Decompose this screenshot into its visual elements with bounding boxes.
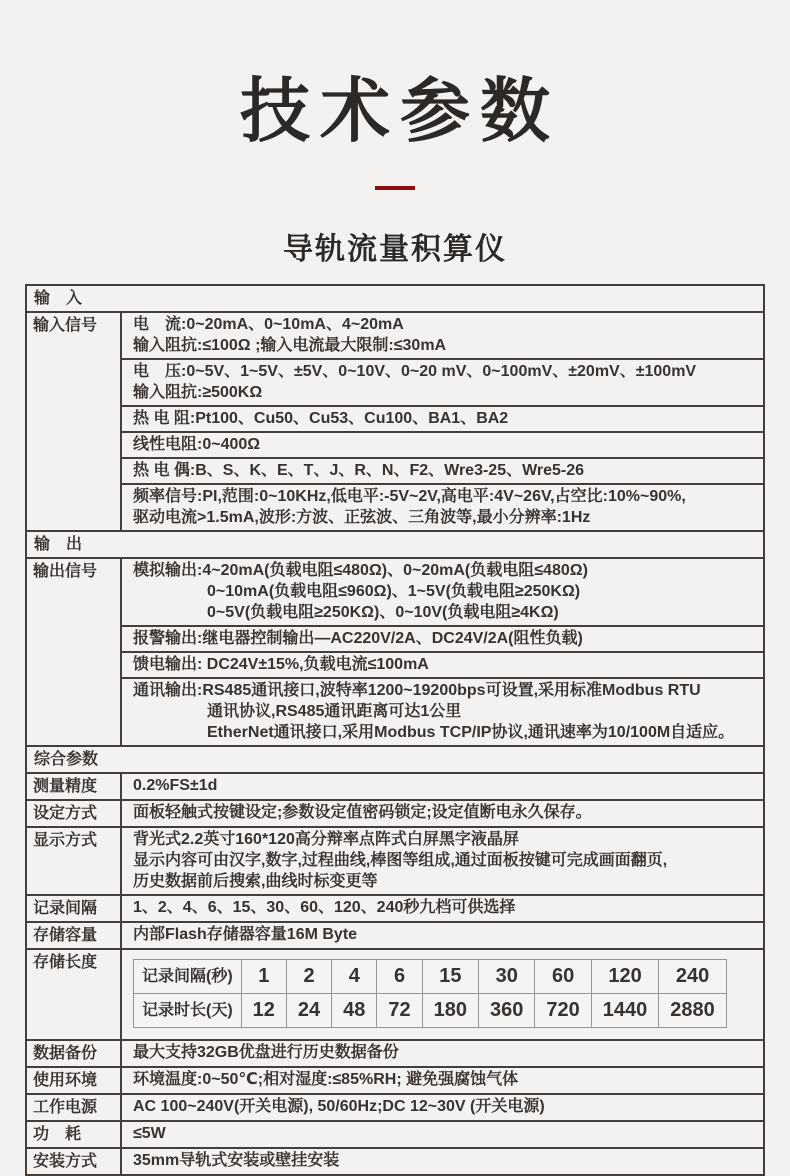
storage-cell: 720 <box>535 994 591 1028</box>
row-content <box>122 828 763 894</box>
row-label-text: 设定方式 <box>33 805 98 822</box>
row-content <box>122 1122 763 1147</box>
spec-line: 模拟输出:4~20mA(负载电阻≤480Ω)、0~20mA(负载电阻≤480Ω) <box>133 562 588 579</box>
spec-line: 频率信号:PI,范围:0~10KHz,低电平:-5V~2V,高电平:4V~26V,占空比:10%~90%, <box>133 488 686 505</box>
section-row <box>27 286 763 311</box>
spec-line: 通讯协议,RS485通讯距离可达1公里 <box>207 703 462 720</box>
spec-subrow <box>122 625 763 651</box>
spec-line: ≤5W <box>133 1125 166 1142</box>
storage-cell: 12 <box>241 994 286 1028</box>
storage-cell: 2880 <box>659 994 727 1028</box>
spec-line: 报警输出:继电器控制输出—AC220V/2A、DC24V/2A(阻性负载) <box>133 630 583 647</box>
spec-row <box>27 799 763 826</box>
row-label <box>27 801 122 826</box>
storage-cell: 120 <box>591 960 659 994</box>
row-label <box>27 1041 122 1066</box>
row-label-text: 存储容量 <box>33 927 98 944</box>
spec-row <box>27 921 763 948</box>
row-label-text: 使用环境 <box>33 1072 98 1089</box>
storage-cell: 60 <box>535 960 591 994</box>
spec-line: 0~5V(负载电阻≥250KΩ)、0~10V(负载电阻≥4KΩ) <box>207 604 559 621</box>
spec-line: 0.2%FS±1d <box>133 777 218 794</box>
storage-cell: 1440 <box>591 994 659 1028</box>
title-accent-line <box>375 186 415 190</box>
page-title: 技术参数 <box>240 72 560 150</box>
section-row <box>27 745 763 772</box>
spec-line: 内部Flash存储器容量16M Byte <box>133 926 358 943</box>
spec-row <box>27 557 763 745</box>
spec-line: 0~10mA(负载电阻≤960Ω)、1~5V(负载电阻≥250KΩ) <box>207 583 581 600</box>
storage-cell: 48 <box>332 994 377 1028</box>
spec-line: 热 电 阻:Pt100、Cu50、Cu53、Cu100、BA1、BA2 <box>133 410 509 427</box>
storage-cell: 72 <box>377 994 422 1028</box>
storage-cell: 4 <box>332 960 377 994</box>
section-label: 综合参数 <box>34 751 99 768</box>
row-content <box>122 801 763 826</box>
row-label <box>27 1095 122 1120</box>
row-content <box>122 923 763 948</box>
spec-subrow <box>122 774 763 798</box>
row-content <box>122 1041 763 1066</box>
spec-subrow <box>122 1122 763 1146</box>
row-label <box>27 774 122 799</box>
storage-cell: 2 <box>286 960 331 994</box>
row-label <box>27 828 122 894</box>
row-content <box>122 1068 763 1093</box>
spec-subrow <box>122 1041 763 1065</box>
row-label-text: 安装方式 <box>33 1153 98 1170</box>
spec-line: 面板轻触式按键设定;参数设定值密码锁定;设定值断电永久保存。 <box>133 804 592 821</box>
row-label-text: 数据备份 <box>33 1045 98 1062</box>
spec-row <box>27 1093 763 1120</box>
storage-length-table <box>133 959 727 1028</box>
row-label-text: 显示方式 <box>33 832 98 849</box>
spec-line: 历史数据前后搜索,曲线时标变更等 <box>133 873 378 890</box>
spec-subrow <box>122 313 763 358</box>
spec-line: 电 流:0~20mA、0~10mA、4~20mA <box>133 316 404 333</box>
row-label-text: 输出信号 <box>33 563 98 580</box>
row-label-text: 记录间隔 <box>33 900 98 917</box>
row-content <box>122 1149 763 1174</box>
storage-cell: 360 <box>479 994 535 1028</box>
spec-subrow <box>122 1068 763 1092</box>
row-label <box>27 559 122 745</box>
row-label-text: 工作电源 <box>33 1099 98 1116</box>
spec-row <box>27 311 763 530</box>
spec-line: 显示内容可由汉字,数字,过程曲线,棒图等组成,通过面板按键可完成画面翻页, <box>133 852 668 869</box>
row-label <box>27 923 122 948</box>
storage-row-header: 记录间隔(秒) <box>134 960 242 994</box>
spec-row <box>27 772 763 799</box>
row-content <box>122 1095 763 1120</box>
spec-line: 电 压:0~5V、1~5V、±5V、0~10V、0~20 mV、0~100mV、±20mV、±100mV <box>133 363 697 380</box>
product-subtitle: 导轨流量积算仪 <box>283 233 507 266</box>
spec-subrow <box>122 431 763 457</box>
spec-line: AC 100~240V(开关电源), 50/60Hz;DC 12~30V (开关电源) <box>133 1098 545 1115</box>
row-content <box>122 559 763 745</box>
section-label: 输 入 <box>34 290 83 307</box>
row-label-text: 输入信号 <box>33 317 98 334</box>
storage-cell: 180 <box>422 994 478 1028</box>
row-label-text: 功 耗 <box>33 1126 82 1143</box>
spec-line: 通讯输出:RS485通讯接口,波特率1200~19200bps可设置,采用标准Modbus RTU <box>133 682 701 699</box>
spec-subrow <box>122 405 763 431</box>
row-content <box>122 774 763 799</box>
row-content <box>122 896 763 921</box>
spec-subrow <box>122 1095 763 1119</box>
spec-line: 最大支持32GB优盘进行历史数据备份 <box>133 1044 399 1061</box>
spec-table <box>25 284 765 1176</box>
spec-line: 驱动电流>1.5mA,波形:方波、正弦波、三角波等,最小分辨率:1Hz <box>133 509 591 526</box>
spec-line: 热 电 偶:B、S、K、E、T、J、R、N、F2、Wre3-25、Wre5-26 <box>133 462 585 479</box>
spec-row <box>27 826 763 894</box>
row-label-text: 存储长度 <box>33 954 98 971</box>
row-label <box>27 313 122 530</box>
storage-cell: 1 <box>241 960 286 994</box>
row-label <box>27 896 122 921</box>
spec-subrow <box>122 457 763 483</box>
page-header <box>0 0 790 266</box>
storage-duration-row <box>134 994 727 1028</box>
spec-line: EtherNet通讯接口,采用Modbus TCP/IP协议,通讯速率为10/100M自适应。 <box>207 724 735 741</box>
spec-row <box>27 1120 763 1147</box>
row-label-text: 测量精度 <box>33 778 98 795</box>
spec-line: 环境温度:0~50℃;相对湿度:≤85%RH; 避免强腐蚀气体 <box>133 1071 519 1088</box>
section-row <box>27 530 763 557</box>
spec-subrow <box>122 923 763 947</box>
storage-cell: 24 <box>286 994 331 1028</box>
spec-subrow <box>122 651 763 677</box>
spec-row <box>27 1147 763 1174</box>
spec-line: 35mm导轨式安装或壁挂安装 <box>133 1152 340 1169</box>
spec-row <box>27 1039 763 1066</box>
spec-subrow <box>122 358 763 405</box>
row-label <box>27 1122 122 1147</box>
spec-line: 1、2、4、6、15、30、60、120、240秒九档可供选择 <box>133 899 516 916</box>
spec-subrow <box>122 828 763 894</box>
spec-subrow <box>122 1149 763 1173</box>
storage-cell: 15 <box>422 960 478 994</box>
spec-line: 线性电阻:0~400Ω <box>133 436 261 453</box>
spec-subrow <box>122 677 763 745</box>
row-label <box>27 1149 122 1174</box>
spec-line: 背光式2.2英寸160*120高分辩率点阵式白屏黑字液晶屏 <box>133 831 519 848</box>
storage-interval-row <box>134 960 727 994</box>
storage-cell: 6 <box>377 960 422 994</box>
spec-row <box>27 894 763 921</box>
row-label <box>27 950 122 1039</box>
spec-subrow <box>122 559 763 625</box>
storage-row-header: 记录时长(天) <box>134 994 242 1028</box>
spec-row <box>27 948 763 1039</box>
spec-subrow <box>122 483 763 530</box>
spec-line: 输入阻抗:≥500KΩ <box>133 384 263 401</box>
storage-cell: 240 <box>659 960 727 994</box>
spec-line: 馈电输出: DC24V±15%,负载电流≤100mA <box>133 656 429 673</box>
spec-subrow <box>122 801 763 825</box>
storage-cell: 30 <box>479 960 535 994</box>
spec-line: 输入阻抗:≤100Ω ;输入电流最大限制:≤30mA <box>133 337 447 354</box>
spec-row <box>27 1066 763 1093</box>
row-content <box>122 950 763 1039</box>
section-label: 输 出 <box>34 536 83 553</box>
spec-subrow <box>122 896 763 920</box>
row-content <box>122 313 763 530</box>
row-label <box>27 1068 122 1093</box>
